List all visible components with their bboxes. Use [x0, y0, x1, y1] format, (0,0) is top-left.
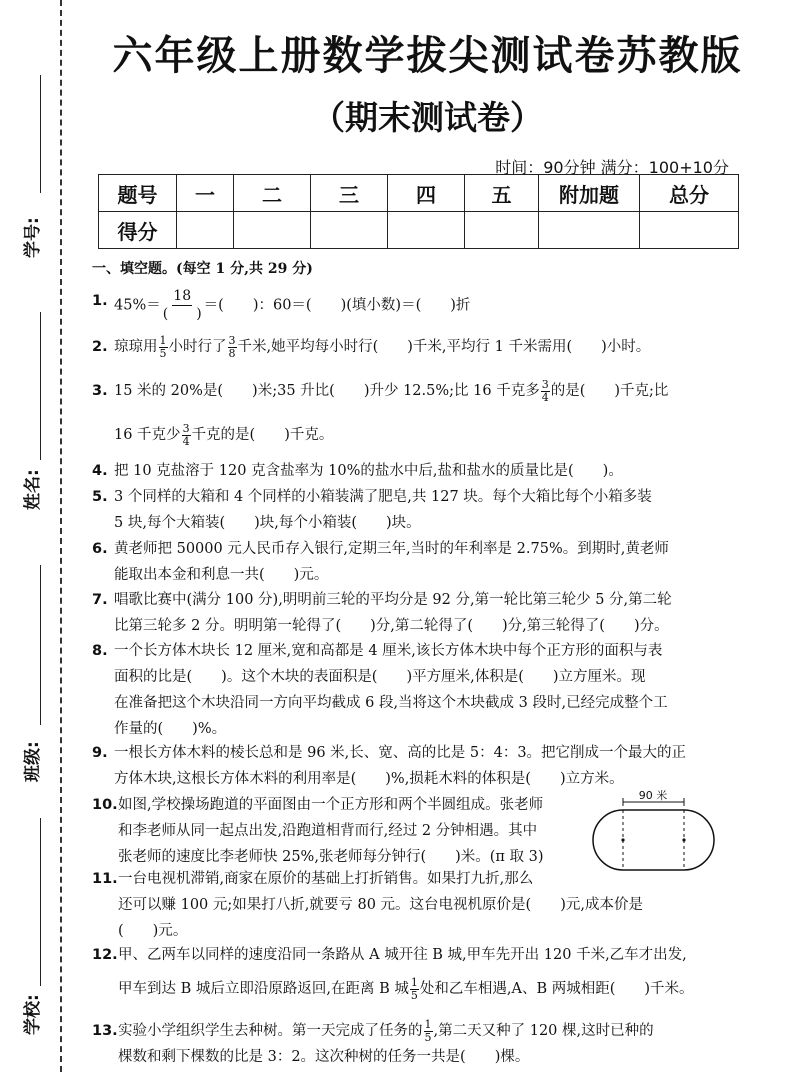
fraction: [410, 977, 419, 1002]
class-label: 班级:: [23, 741, 43, 782]
question-text: 把 10 克盐溶于 120 克含盐率为 10%的盐水中后,盐和盐水的质量比是( )。: [114, 463, 623, 479]
question-13: [92, 1018, 717, 1070]
fraction: [159, 335, 168, 360]
question-text: ,第二天又种了 120 棵,这时已种的: [433, 1023, 654, 1039]
question-text: 甲车到达 B 城后立即沿原路返回,在距离 B 城: [118, 981, 409, 997]
table-cell: 题号: [99, 175, 177, 212]
student-id-line: [40, 75, 41, 193]
question-8: [92, 638, 717, 742]
school-label: 学校:: [23, 994, 43, 1035]
question-number: 3.: [92, 383, 108, 399]
question-text: 千米,她平均每小时行( )千米,平均行 1 千米需用( )小时。: [237, 339, 651, 355]
question-number: 6.: [92, 541, 108, 557]
numerator: 3: [228, 333, 236, 347]
question-9: [92, 740, 717, 792]
denominator: ( ): [162, 306, 202, 322]
table-cell: 四: [388, 175, 465, 212]
student-id-label: 学号:: [23, 217, 43, 258]
denominator: 4: [182, 434, 190, 448]
track-point: [682, 838, 685, 841]
time-info: 时间：90分钟 满分：100+10分: [495, 158, 729, 177]
name-line: [40, 312, 41, 460]
fraction: [228, 335, 237, 360]
question-line: 5 块,每个大箱装( )块,每个小箱装( )块。: [114, 515, 421, 531]
question-number: 12.: [92, 947, 118, 963]
denominator: 5: [159, 346, 167, 360]
question-line: 一根长方体木料的棱长总和是 96 米,长、宽、高的比是 5：4：3。把它削成一个最大的正: [114, 745, 687, 761]
question-text: 琼琼用: [114, 339, 158, 355]
table-cell: 总分: [640, 175, 739, 212]
table-cell: 三: [311, 175, 388, 212]
question-line: 比第三轮多 2 分。明明第一轮得了( )分,第二轮得了( )分,第三轮得了( )分。: [114, 618, 669, 634]
school-line: [40, 818, 41, 986]
question-line: 3 个同样的大箱和 4 个同样的小箱装满了肥皂,共 127 块。每个大箱比每个小箱多装: [114, 489, 652, 505]
score-table: [98, 174, 739, 249]
score-input[interactable]: [640, 212, 739, 249]
class-line: [40, 565, 41, 725]
dimension-label: 90 米: [638, 790, 668, 802]
denominator: 5: [410, 988, 418, 1002]
question-number: 11.: [92, 871, 118, 887]
score-input[interactable]: [234, 212, 311, 249]
score-input[interactable]: [311, 212, 388, 249]
question-line: 面积的比是( )。这个木块的表面积是( )平方厘米,体积是( )立方厘米。现: [114, 669, 646, 685]
score-input[interactable]: [465, 212, 539, 249]
section-heading: 一、填空题。(每空 1 分,共 29 分): [92, 261, 313, 277]
numerator: 3: [541, 377, 549, 391]
question-number: 7.: [92, 592, 108, 608]
question-line: 如图,学校操场跑道的平面图由一个正方形和两个半圆组成。张老师: [118, 797, 544, 813]
question-text: 16 千克少: [114, 427, 181, 443]
question-number: 8.: [92, 643, 108, 659]
table-cell: 得分: [99, 212, 177, 249]
question-line: 一台电视机滞销,商家在原价的基础上打折销售。如果打九折,那么: [118, 871, 534, 887]
running-track-figure: [592, 790, 717, 872]
question-text: 45%＝: [114, 297, 161, 314]
table-cell: 五: [465, 175, 539, 212]
question-number: 2.: [92, 339, 108, 355]
question-7: [92, 587, 717, 639]
fraction: [162, 288, 203, 323]
question-line: 作量的( )%。: [114, 721, 227, 737]
question-text: 15 米的 20%是( )米;35 升比( )升少 12.5%;比 16 千克多: [114, 383, 540, 399]
table-cell: 附加题: [539, 175, 640, 212]
question-4: [92, 458, 717, 484]
track-outline: [593, 810, 714, 870]
question-line: 甲、乙两车以同样的速度沿同一条路从 A 城开往 B 城,甲车先开出 120 千米,乙车才出发,: [118, 947, 687, 963]
question-5: [92, 484, 717, 536]
question-line: 能取出本金和利息一共( )元。: [114, 567, 329, 583]
numerator: 3: [182, 421, 190, 435]
denominator: 8: [228, 346, 236, 360]
score-input[interactable]: [177, 212, 234, 249]
question-line: ( )元。: [118, 923, 188, 939]
question-line: 还可以赚 100 元;如果打八折,就要亏 80 元。这台电视机原价是( )元,成本价是: [118, 897, 643, 913]
question-line: 唱歌比赛中(满分 100 分),明明前三轮的平均分是 92 分,第一轮比第三轮少 5 分,第二轮: [114, 592, 672, 608]
question-line: 黄老师把 50000 元人民币存入银行,定期三年,当时的年利率是 2.75%。到期时,黄老师: [114, 541, 669, 557]
question-3: [92, 378, 717, 448]
question-10: [92, 792, 592, 870]
start-point: [621, 838, 624, 841]
score-input[interactable]: [388, 212, 465, 249]
binding-margin: [0, 0, 62, 1072]
question-line: 在准备把这个木块沿同一方向平均截成 6 段,当将这个木块截成 3 段时,已经完成整个工: [114, 695, 668, 711]
question-text: ＝( )：60＝( )(填小数)＝( )折: [203, 297, 471, 314]
numerator: 1: [410, 975, 418, 989]
table-row: [99, 212, 739, 249]
question-12: [92, 942, 717, 1002]
fraction: [424, 1019, 433, 1044]
question-number: 13.: [92, 1023, 118, 1039]
question-text: 小时行了: [168, 339, 227, 355]
table-row: [99, 175, 739, 212]
cut-line: [60, 0, 62, 1072]
question-line: 和李老师从同一起点出发,沿跑道相背而行,经过 2 分钟相遇。其中: [118, 823, 538, 839]
question-number: 5.: [92, 489, 108, 505]
question-line: 方体木块,这根长方体木料的利用率是( )%,损耗木料的体积是( )立方米。: [114, 771, 624, 787]
question-line: 一个长方体木块长 12 厘米,宽和高都是 4 厘米,该长方体木块中每个正方形的面积与表: [114, 643, 663, 659]
question-number: 10.: [92, 797, 118, 813]
table-cell: 二: [234, 175, 311, 212]
fraction: [541, 379, 550, 404]
name-label: 姓名:: [23, 469, 43, 510]
question-line: 张老师的速度比李老师快 25%,张老师每分钟行( )米。(π 取 3): [118, 849, 544, 865]
denominator: 5: [424, 1030, 432, 1044]
question-number: 1.: [92, 293, 108, 309]
question-text: 的是( )千克;比: [550, 383, 669, 399]
numerator: 18: [173, 288, 192, 304]
numerator: 1: [424, 1017, 432, 1031]
question-number: 4.: [92, 463, 108, 479]
question-text: 实验小学组织学生去种树。第一天完成了任务的: [118, 1023, 423, 1039]
question-text: 处和乙车相遇,A、B 两城相距( )千米。: [419, 981, 694, 997]
question-11: [92, 866, 717, 944]
question-2: [92, 334, 717, 360]
denominator: 4: [541, 390, 549, 404]
question-number: 9.: [92, 745, 108, 761]
question-text: 千克的是( )千克。: [191, 427, 334, 443]
numerator: 1: [159, 333, 167, 347]
question-line: 棵数和剩下棵数的比是 3：2。这次种树的任务一共是( )棵。: [118, 1049, 530, 1065]
fraction: [182, 423, 191, 448]
table-cell: 一: [177, 175, 234, 212]
page-title: 六年级上册数学拔尖测试卷苏教版: [112, 33, 743, 79]
question-1: [92, 288, 717, 323]
question-6: [92, 536, 717, 588]
page-subtitle: （期末测试卷）: [312, 98, 543, 137]
score-input[interactable]: [539, 212, 640, 249]
